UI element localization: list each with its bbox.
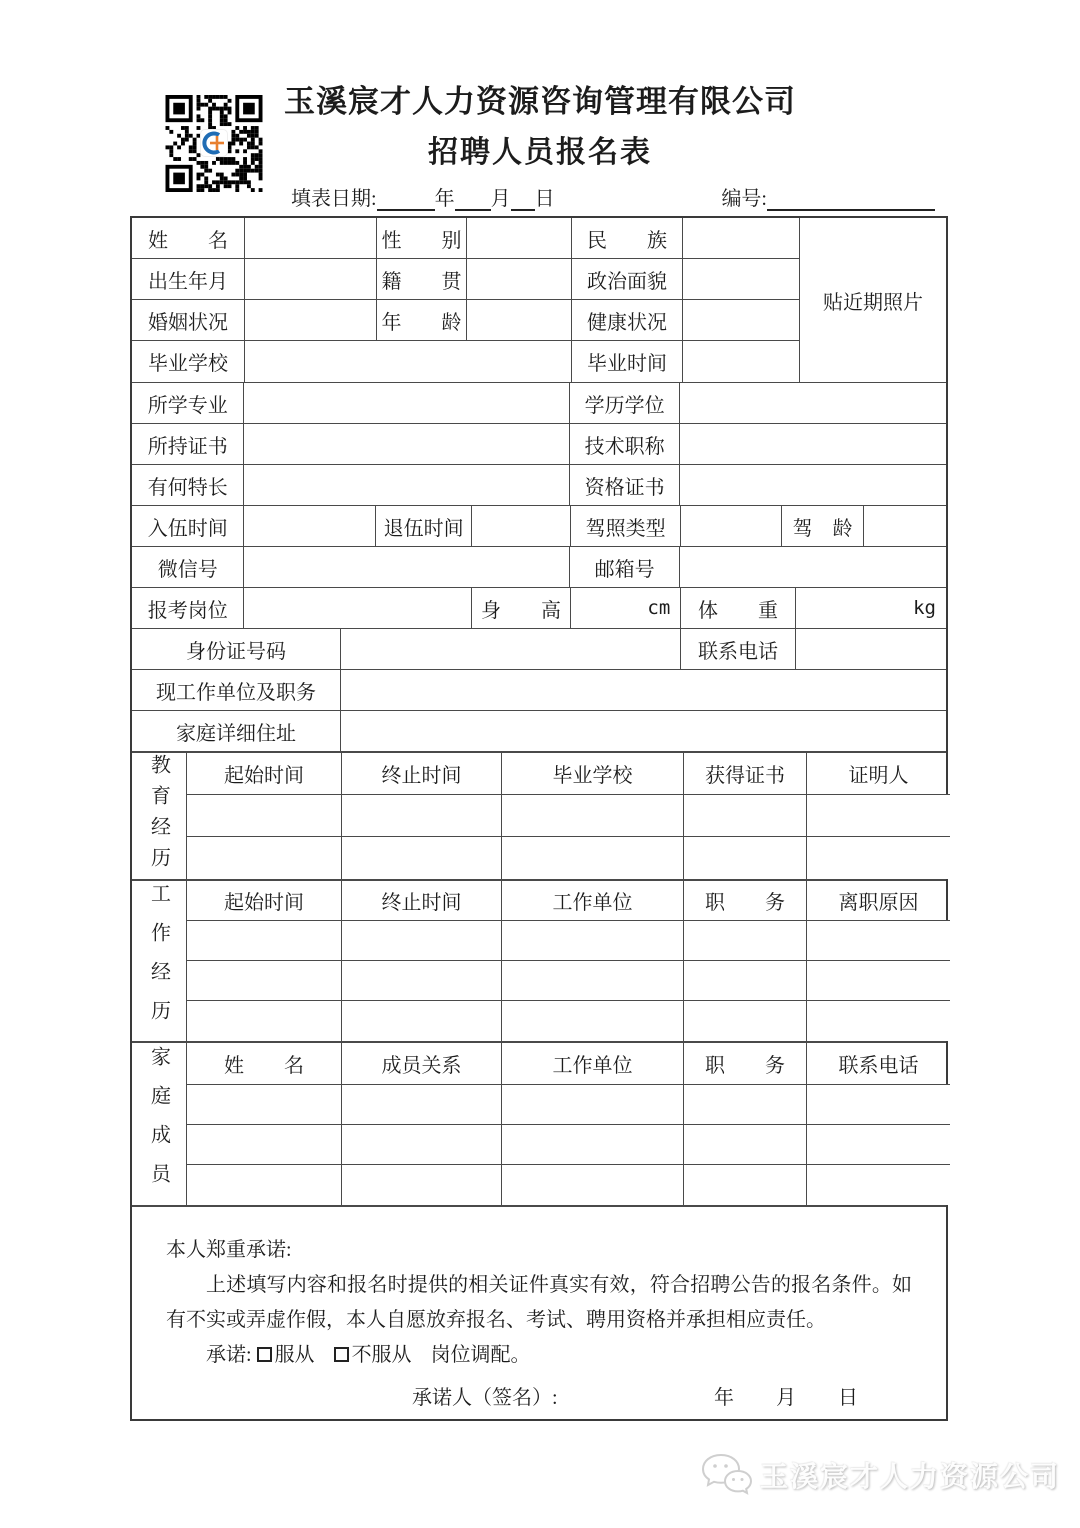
not-obey-label: 不服从 [351, 1344, 412, 1366]
work-cell[interactable] [807, 961, 950, 1000]
photo-area: 贴近期照片 [799, 218, 946, 382]
work-row [187, 921, 950, 961]
discharge-time-label: 退伍时间 [376, 506, 473, 546]
grad-school-value[interactable] [245, 341, 572, 382]
work-cell[interactable] [684, 961, 807, 1000]
family-row [187, 1125, 950, 1165]
work-cell[interactable] [187, 921, 342, 960]
promise-label: 承诺: [206, 1344, 252, 1366]
certs-held-value[interactable] [244, 424, 569, 464]
work-section [132, 880, 946, 1042]
family-cell[interactable] [187, 1125, 342, 1164]
wechat-icon [700, 1452, 752, 1498]
work-cell[interactable] [807, 1001, 950, 1041]
license-type-value[interactable] [681, 506, 782, 546]
enlist-time-label: 入伍时间 [132, 506, 244, 546]
year-label: 年 [434, 188, 455, 210]
education-header-row [187, 753, 950, 795]
education-section-label: 教育经历 [132, 753, 187, 879]
discharge-time-value[interactable] [472, 506, 571, 546]
commitment-body: 上述填写内容和报名时提供的相关证件真实有效，符合招聘公告的报名条件。如有不实或弄虚作假，本人自愿放弃报名、考试、聘用资格并承担相应责任。 [166, 1274, 912, 1331]
education-cell[interactable] [342, 795, 502, 836]
date-year-line[interactable] [377, 187, 435, 211]
signature-label: 承诺人（签名）: [412, 1387, 558, 1409]
phone-value[interactable] [796, 629, 946, 669]
work-cell[interactable] [807, 921, 950, 960]
basic-info-block [132, 218, 946, 383]
age-label: 年 龄 [377, 300, 467, 340]
table-row [132, 218, 799, 259]
table-row [132, 506, 946, 547]
form-header [0, 76, 1080, 171]
specialty-label: 有何特长 [132, 465, 244, 505]
table-row [132, 300, 799, 341]
table-row [132, 424, 946, 465]
native-place-value[interactable] [467, 259, 572, 299]
marital-label: 婚姻状况 [132, 300, 245, 340]
not-obey-option [334, 1344, 417, 1366]
serial-line[interactable] [767, 187, 935, 211]
serial-label: 编号: [721, 188, 767, 210]
obey-checkbox[interactable] [257, 1347, 272, 1362]
table-row [132, 711, 946, 752]
education-col-witness: 证明人 [848, 765, 909, 787]
table-row [132, 588, 946, 629]
work-cell[interactable] [342, 1001, 502, 1041]
education-cell[interactable] [342, 837, 502, 879]
specialty-value[interactable] [244, 465, 569, 505]
table-row [132, 547, 946, 588]
ethnic-value[interactable] [683, 218, 799, 258]
work-col-employer: 工作单位 [502, 881, 684, 920]
work-section-label: 工作经历 [132, 881, 187, 1041]
education-cell[interactable] [187, 795, 342, 836]
serial-number [721, 182, 935, 211]
degree-label: 学历学位 [570, 383, 680, 423]
degree-value[interactable] [680, 383, 946, 423]
current-job-value[interactable] [341, 670, 946, 710]
table-row [132, 465, 946, 506]
id-number-label: 身份证号码 [132, 629, 341, 669]
fill-date [291, 182, 555, 211]
work-cell[interactable] [684, 1001, 807, 1041]
id-number-value[interactable] [341, 629, 681, 669]
political-label: 政治面貌 [572, 259, 683, 299]
driving-years-value[interactable] [864, 506, 946, 546]
family-cell[interactable] [807, 1165, 950, 1205]
gender-value[interactable] [467, 218, 572, 258]
birth-label: 出生年月 [132, 259, 245, 299]
education-cell[interactable] [807, 837, 950, 879]
work-header-row [187, 881, 950, 921]
work-cell[interactable] [187, 961, 342, 1000]
family-row [187, 1085, 950, 1125]
wechat-label: 微信号 [132, 547, 244, 587]
signature-line [166, 1381, 912, 1416]
commitment-title: 本人郑重承诺: [166, 1239, 292, 1261]
name-value[interactable] [245, 218, 377, 258]
tech-title-value[interactable] [680, 424, 946, 464]
home-address-label: 家庭详细住址 [132, 711, 341, 751]
family-cell[interactable] [502, 1165, 684, 1205]
not-obey-checkbox[interactable] [334, 1347, 349, 1362]
education-row [187, 795, 950, 837]
work-cell[interactable] [342, 921, 502, 960]
table-row [132, 629, 946, 670]
table-row [132, 383, 946, 424]
education-col-start: 起始时间 [187, 753, 342, 794]
home-address-value[interactable] [341, 711, 946, 751]
education-col-school: 毕业学校 [502, 753, 684, 794]
family-section [132, 1042, 946, 1206]
date-month-line[interactable] [455, 187, 491, 211]
political-value[interactable] [683, 259, 799, 299]
signature-date [714, 1381, 860, 1416]
grad-time-label: 毕业时间 [572, 341, 683, 382]
work-row [187, 1001, 950, 1041]
day-label: 日 [534, 188, 555, 210]
family-cell[interactable] [187, 1165, 342, 1205]
grad-time-value[interactable] [683, 341, 799, 382]
family-cell[interactable] [684, 1125, 807, 1164]
family-col-relation: 成员关系 [342, 1043, 502, 1084]
table-row [132, 670, 946, 711]
footer-brand-text: 玉溪宸才人力资源公司 [760, 1462, 1061, 1493]
promise-line [166, 1338, 912, 1373]
sign-day-label: 日 [838, 1387, 860, 1409]
position-value[interactable] [244, 588, 472, 628]
education-col-end: 终止时间 [342, 753, 502, 794]
name-label: 姓 名 [132, 218, 245, 258]
table-row [132, 259, 799, 300]
obey-label: 服从 [274, 1344, 315, 1366]
enlist-time-value[interactable] [244, 506, 375, 546]
family-cell[interactable] [502, 1085, 684, 1124]
work-col-reason: 离职原因 [838, 892, 919, 914]
wechat-value[interactable] [244, 547, 569, 587]
work-cell[interactable] [502, 1001, 684, 1041]
family-section-label: 家庭成员 [132, 1043, 187, 1205]
tech-title-label: 技术职称 [570, 424, 680, 464]
marital-value[interactable] [245, 300, 377, 340]
weight-unit-cell[interactable]: kg [913, 597, 936, 619]
education-cell[interactable] [684, 795, 807, 836]
family-header-row [187, 1043, 950, 1085]
commitment-section [132, 1206, 946, 1419]
work-col-position: 职 务 [684, 881, 807, 920]
page-title: 招聘人员报名表 [428, 136, 652, 169]
native-place-label: 籍 贯 [377, 259, 467, 299]
date-day-line[interactable] [511, 187, 535, 211]
certs-held-label: 所持证书 [132, 424, 244, 464]
work-row [187, 961, 950, 1001]
fill-date-label: 填表日期: [291, 188, 377, 210]
work-col-end: 终止时间 [342, 881, 502, 920]
education-cell[interactable] [502, 837, 684, 879]
family-cell[interactable] [807, 1125, 950, 1164]
work-cell[interactable] [187, 1001, 342, 1041]
work-cell[interactable] [502, 961, 684, 1000]
family-cell[interactable] [187, 1085, 342, 1124]
family-col-employer: 工作单位 [502, 1043, 684, 1084]
weight-label: 体 重 [681, 588, 795, 628]
family-col-name: 姓 名 [187, 1043, 342, 1084]
education-cell[interactable] [502, 795, 684, 836]
education-cell[interactable] [187, 837, 342, 879]
qual-cert-value[interactable] [680, 465, 946, 505]
family-col-phone: 联系电话 [838, 1055, 919, 1077]
birth-value[interactable] [245, 259, 377, 299]
email-label: 邮箱号 [570, 547, 680, 587]
major-value[interactable] [244, 383, 569, 423]
education-cell[interactable] [807, 795, 950, 836]
family-cell[interactable] [342, 1125, 502, 1164]
health-value[interactable] [683, 300, 799, 340]
promise-suffix: 岗位调配。 [430, 1344, 531, 1366]
license-type-label: 驾照类型 [571, 506, 681, 546]
company-name: 玉溪宸才人力资源咨询管理有限公司 [284, 84, 796, 119]
height-unit-cell[interactable]: cm [571, 588, 682, 628]
education-col-cert: 获得证书 [684, 753, 807, 794]
family-cell[interactable] [684, 1085, 807, 1124]
family-row [187, 1165, 950, 1205]
qual-cert-label: 资格证书 [570, 465, 680, 505]
footer-watermark [700, 1452, 1060, 1498]
work-cell[interactable] [342, 961, 502, 1000]
family-cell[interactable] [342, 1085, 502, 1124]
application-table [130, 216, 948, 1421]
ethnic-label: 民 族 [572, 218, 683, 258]
obey-option [257, 1344, 320, 1366]
phone-label: 联系电话 [681, 629, 795, 669]
family-cell[interactable] [342, 1165, 502, 1205]
sign-year-label: 年 [714, 1387, 736, 1409]
work-cell[interactable] [684, 921, 807, 960]
family-col-position: 职 务 [684, 1043, 807, 1084]
height-label: 身 高 [472, 588, 571, 628]
current-job-label: 现工作单位及职务 [132, 670, 341, 710]
position-label: 报考岗位 [132, 588, 244, 628]
month-label: 月 [490, 188, 511, 210]
email-value[interactable] [680, 547, 946, 587]
grad-school-label: 毕业学校 [132, 341, 245, 382]
table-row [132, 341, 799, 382]
driving-years-label: 驾 龄 [782, 506, 865, 546]
family-cell[interactable] [807, 1085, 950, 1124]
family-cell[interactable] [502, 1125, 684, 1164]
work-cell[interactable] [502, 921, 684, 960]
education-cell[interactable] [684, 837, 807, 879]
age-value[interactable] [467, 300, 572, 340]
health-label: 健康状况 [572, 300, 683, 340]
major-label: 所学专业 [132, 383, 244, 423]
family-cell[interactable] [684, 1165, 807, 1205]
education-row [187, 837, 950, 879]
gender-label: 性 别 [377, 218, 467, 258]
meta-line [131, 183, 949, 211]
sign-month-label: 月 [776, 1387, 798, 1409]
education-section [132, 752, 946, 880]
work-col-start: 起始时间 [187, 881, 342, 920]
